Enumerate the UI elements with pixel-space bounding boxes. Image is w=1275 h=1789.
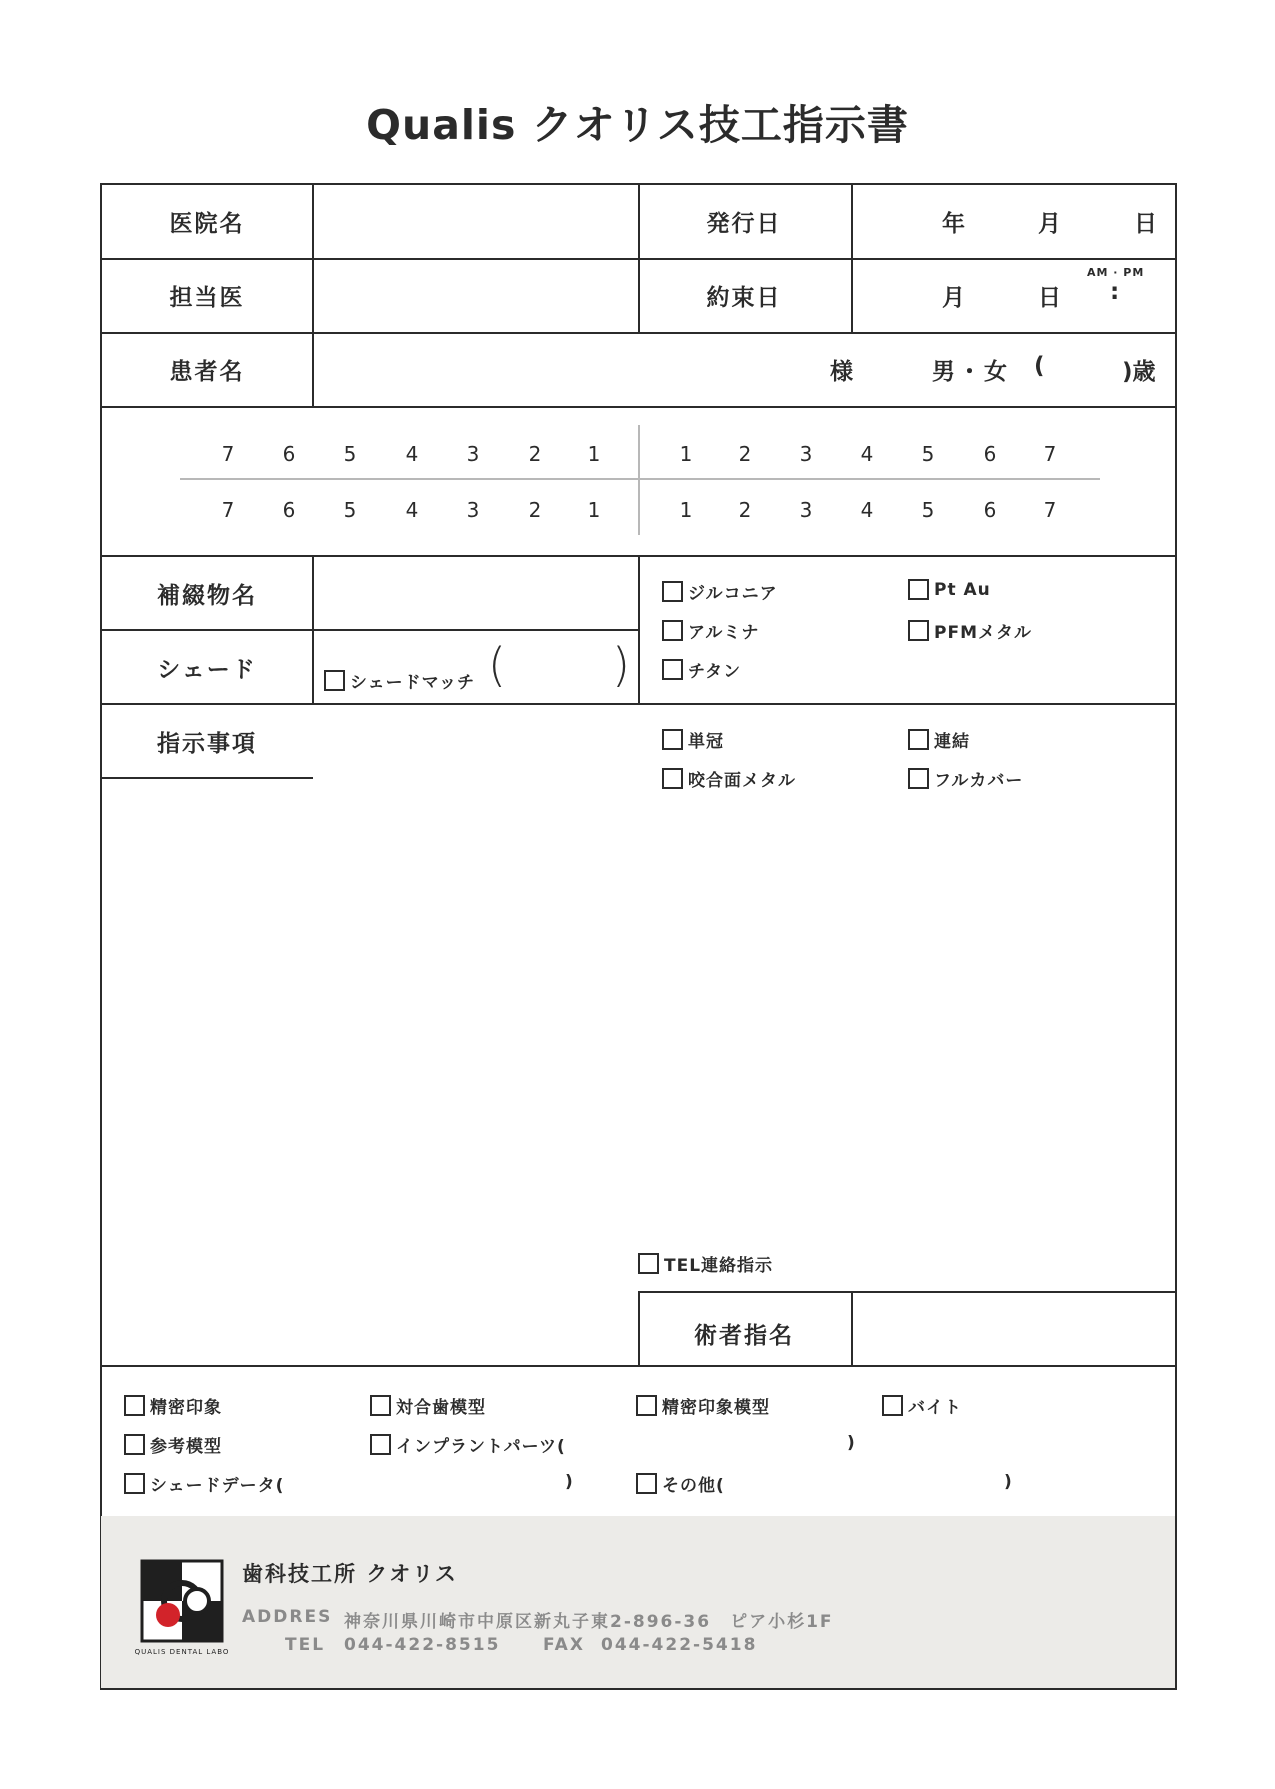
fax-label: FAX: [543, 1635, 585, 1655]
tooth-upper-right-6[interactable]: 6: [282, 442, 296, 466]
shade-data-checkbox[interactable]: [124, 1471, 284, 1496]
material-alumina-checkbox[interactable]: [662, 618, 759, 643]
material-zirconia-checkbox[interactable]: [662, 579, 778, 604]
tooth-upper-left-5[interactable]: 5: [921, 442, 935, 466]
tooth-lower-left-6[interactable]: 6: [983, 498, 997, 522]
connected-text: 連結: [934, 732, 970, 752]
tooth-upper-left-7[interactable]: 7: [1043, 442, 1057, 466]
shade-data-close-paren: ): [565, 1472, 573, 1492]
issue-year-unit: 年: [942, 211, 965, 237]
tel-contact-text: TEL連絡指示: [664, 1256, 774, 1276]
company-name: 歯科技工所 クオリス: [242, 1562, 458, 1586]
tooth-lower-right-3[interactable]: 3: [466, 498, 480, 522]
implant-parts-text: インプラントパーツ(: [396, 1437, 566, 1457]
tooth-lower-right-7[interactable]: 7: [221, 498, 235, 522]
checkbox-box[interactable]: [882, 1395, 903, 1416]
logo-caption: QUALIS DENTAL LABO: [134, 1648, 230, 1656]
tooth-lower-right-2[interactable]: 2: [528, 498, 542, 522]
tooth-lower-right-1[interactable]: 1: [587, 498, 601, 522]
due-day-unit: 日: [1038, 285, 1061, 311]
material-ptau-checkbox[interactable]: [908, 579, 991, 600]
address-label: ADDRES: [242, 1607, 333, 1627]
tooth-upper-left-4[interactable]: 4: [860, 442, 874, 466]
clinic-name-label: 医院名: [169, 211, 245, 237]
doctor-field[interactable]: [313, 260, 635, 330]
material-pfm-text: PFMメタル: [934, 623, 1032, 643]
prosthesis-label: 補綴物名: [157, 583, 257, 609]
single-crown-text: 単冠: [688, 732, 724, 752]
age-open-paren: (: [1034, 353, 1045, 379]
tel-label: TEL: [285, 1635, 326, 1655]
opposing-model-text: 対合歯模型: [396, 1398, 486, 1418]
checkbox-box[interactable]: [124, 1434, 145, 1455]
age-close-paren: )歳: [1122, 359, 1156, 385]
tooth-lower-left-7[interactable]: 7: [1043, 498, 1057, 522]
shade-data-text: シェードデータ(: [150, 1476, 285, 1496]
address-value: 神奈川県川崎市中原区新丸子東2-896-36 ピア小杉1F: [344, 1612, 834, 1632]
instructions-field[interactable]: [102, 780, 632, 1280]
time-colon: :: [1110, 279, 1120, 305]
opposing-model-checkbox[interactable]: [370, 1393, 486, 1418]
patient-name-label: 患者名: [169, 359, 245, 385]
surgeon-label: 術者指名: [694, 1323, 794, 1349]
sama-suffix: 様: [830, 359, 853, 385]
tooth-upper-right-1[interactable]: 1: [587, 442, 601, 466]
ampm-label: AM · PM: [1087, 266, 1145, 279]
checkbox-box[interactable]: [662, 581, 683, 602]
prosthesis-field[interactable]: [313, 558, 635, 628]
tooth-lower-left-2[interactable]: 2: [738, 498, 752, 522]
checkbox-box[interactable]: [662, 768, 683, 789]
checkbox-box[interactable]: [636, 1473, 657, 1494]
tel-value: 044-422-8515: [344, 1635, 501, 1655]
material-alumina-text: アルミナ: [688, 623, 760, 643]
checkbox-box[interactable]: [636, 1395, 657, 1416]
surgeon-field[interactable]: [852, 1296, 1174, 1366]
material-ptau-text: Pt Au: [934, 579, 991, 600]
sex-options[interactable]: 男・女: [932, 359, 1010, 385]
tooth-upper-left-3[interactable]: 3: [799, 442, 813, 466]
tooth-lower-right-5[interactable]: 5: [343, 498, 357, 522]
material-titanium-checkbox[interactable]: [662, 657, 741, 682]
tel-contact-checkbox[interactable]: [638, 1251, 773, 1276]
material-zirconia-text: ジルコニア: [688, 584, 778, 604]
other-text: その他(: [662, 1476, 725, 1496]
patient-name-field[interactable]: [313, 334, 813, 404]
tooth-lower-right-4[interactable]: 4: [405, 498, 419, 522]
reference-model-checkbox[interactable]: [124, 1432, 222, 1457]
issue-day-unit: 日: [1134, 211, 1157, 237]
checkbox-box[interactable]: [124, 1473, 145, 1494]
tooth-upper-right-4[interactable]: 4: [405, 442, 419, 466]
material-titanium-text: チタン: [688, 662, 742, 682]
precision-impression-checkbox[interactable]: [124, 1393, 222, 1418]
checkbox-box[interactable]: [638, 1253, 659, 1274]
precision-impression-text: 精密印象: [150, 1398, 222, 1418]
instructions-label: 指示事項: [157, 731, 257, 757]
fax-value: 044-422-5418: [601, 1635, 758, 1655]
implant-parts-close-paren: ): [847, 1433, 855, 1453]
tooth-lower-left-4[interactable]: 4: [860, 498, 874, 522]
checkbox-box[interactable]: [662, 659, 683, 680]
shade-match-checkbox[interactable]: [324, 668, 475, 693]
precision-model-checkbox[interactable]: [636, 1393, 770, 1418]
tooth-lower-left-1[interactable]: 1: [679, 498, 693, 522]
tooth-lower-left-5[interactable]: 5: [921, 498, 935, 522]
tooth-upper-right-7[interactable]: 7: [221, 442, 235, 466]
shade-label: シェード: [157, 657, 257, 683]
tooth-chart-vertical-axis: [638, 425, 640, 535]
checkbox-box[interactable]: [908, 729, 929, 750]
tooth-upper-right-2[interactable]: 2: [528, 442, 542, 466]
qualis-logo: [134, 1560, 230, 1657]
shade-open-paren: (: [488, 638, 506, 692]
material-pfm-checkbox[interactable]: [908, 618, 1032, 643]
other-close-paren: ): [1004, 1472, 1012, 1492]
implant-parts-checkbox[interactable]: [370, 1432, 566, 1457]
tooth-upper-left-6[interactable]: 6: [983, 442, 997, 466]
bite-text: バイト: [908, 1398, 962, 1418]
checkbox-box[interactable]: [662, 620, 683, 641]
tooth-chart-horizontal-axis: [180, 478, 1100, 480]
tooth-upper-right-3[interactable]: 3: [466, 442, 480, 466]
tooth-upper-right-5[interactable]: 5: [343, 442, 357, 466]
bite-checkbox[interactable]: [882, 1393, 962, 1418]
occlusal-metal-checkbox[interactable]: [662, 766, 796, 791]
due-date-label: 約束日: [706, 285, 782, 311]
checkbox-box[interactable]: [908, 768, 929, 789]
checkbox-box[interactable]: [324, 670, 345, 691]
checkbox-box[interactable]: [908, 579, 929, 600]
reference-model-text: 参考模型: [150, 1437, 222, 1457]
shade-close-paren: ): [612, 638, 630, 692]
checkbox-box[interactable]: [370, 1395, 391, 1416]
shade-match-text: シェードマッチ: [350, 673, 475, 693]
footer: [101, 1516, 1175, 1688]
other-checkbox[interactable]: [636, 1471, 725, 1496]
tooth-upper-left-1[interactable]: 1: [679, 442, 693, 466]
page-title: Qualis クオリス技工指示書: [366, 101, 909, 149]
doctor-label: 担当医: [169, 285, 245, 311]
full-cover-text: フルカバー: [934, 771, 1024, 791]
checkbox-box[interactable]: [908, 620, 929, 641]
connected-checkbox[interactable]: [908, 727, 970, 752]
full-cover-checkbox[interactable]: [908, 766, 1023, 791]
tooth-lower-right-6[interactable]: 6: [282, 498, 296, 522]
issue-date-label: 発行日: [706, 211, 782, 237]
due-month-unit: 月: [942, 285, 965, 311]
checkbox-box[interactable]: [370, 1434, 391, 1455]
checkbox-box[interactable]: [124, 1395, 145, 1416]
checkbox-box[interactable]: [662, 729, 683, 750]
occlusal-metal-text: 咬合面メタル: [688, 771, 796, 791]
single-crown-checkbox[interactable]: [662, 727, 724, 752]
precision-model-text: 精密印象模型: [662, 1398, 770, 1418]
clinic-name-field[interactable]: [313, 186, 635, 256]
tooth-lower-left-3[interactable]: 3: [799, 498, 813, 522]
issue-month-unit: 月: [1038, 211, 1061, 237]
tooth-upper-left-2[interactable]: 2: [738, 442, 752, 466]
